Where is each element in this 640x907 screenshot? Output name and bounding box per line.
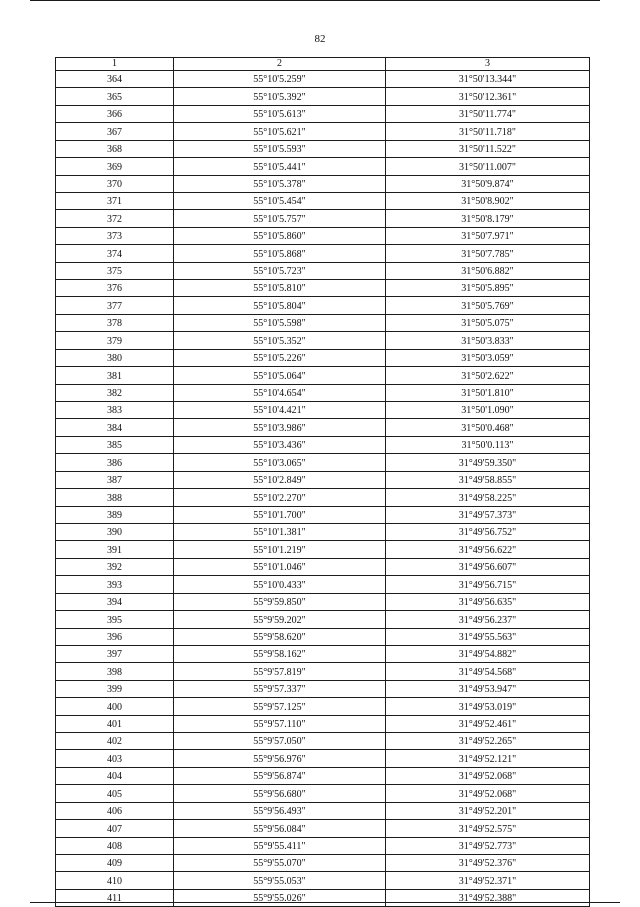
latitude-cell: 55°10'5.598" bbox=[174, 314, 386, 331]
point-number-cell: 402 bbox=[56, 733, 174, 750]
latitude-cell: 55°9'59.202" bbox=[174, 611, 386, 628]
point-number-cell: 377 bbox=[56, 297, 174, 314]
table-row bbox=[56, 419, 590, 436]
table-row bbox=[56, 245, 590, 262]
latitude-cell: 55°10'4.421" bbox=[174, 402, 386, 419]
latitude-cell: 55°10'3.065" bbox=[174, 454, 386, 471]
table-row bbox=[56, 158, 590, 175]
latitude-cell: 55°10'0.433" bbox=[174, 576, 386, 593]
longitude-cell: 31°49'58.855" bbox=[386, 471, 590, 488]
longitude-cell: 31°49'52.068" bbox=[386, 767, 590, 784]
table-row bbox=[56, 297, 590, 314]
table-row bbox=[56, 593, 590, 610]
longitude-cell: 31°50'1.810" bbox=[386, 384, 590, 401]
longitude-cell: 31°49'52.773" bbox=[386, 837, 590, 854]
latitude-cell: 55°10'5.454" bbox=[174, 192, 386, 209]
latitude-cell: 55°10'5.441" bbox=[174, 158, 386, 175]
longitude-cell: 31°50'2.622" bbox=[386, 367, 590, 384]
latitude-cell: 55°10'2.270" bbox=[174, 489, 386, 506]
point-number-cell: 407 bbox=[56, 820, 174, 837]
point-number-cell: 400 bbox=[56, 698, 174, 715]
longitude-cell: 31°49'52.068" bbox=[386, 785, 590, 802]
point-number-cell: 370 bbox=[56, 175, 174, 192]
latitude-cell: 55°10'5.723" bbox=[174, 262, 386, 279]
longitude-cell: 31°49'56.715" bbox=[386, 576, 590, 593]
point-number-cell: 367 bbox=[56, 123, 174, 140]
latitude-cell: 55°10'5.860" bbox=[174, 227, 386, 244]
latitude-cell: 55°10'1.700" bbox=[174, 506, 386, 523]
table-row bbox=[56, 123, 590, 140]
table-row bbox=[56, 576, 590, 593]
table-row bbox=[56, 489, 590, 506]
point-number-cell: 411 bbox=[56, 889, 174, 906]
table-row bbox=[56, 802, 590, 819]
table-row bbox=[56, 715, 590, 732]
point-number-cell: 405 bbox=[56, 785, 174, 802]
table-row bbox=[56, 105, 590, 122]
latitude-cell: 55°10'2.849" bbox=[174, 471, 386, 488]
table-row bbox=[56, 367, 590, 384]
table-row bbox=[56, 262, 590, 279]
table-row bbox=[56, 698, 590, 715]
point-number-cell: 386 bbox=[56, 454, 174, 471]
longitude-cell: 31°49'52.575" bbox=[386, 820, 590, 837]
latitude-cell: 55°9'55.053" bbox=[174, 872, 386, 889]
point-number-cell: 366 bbox=[56, 105, 174, 122]
point-number-cell: 374 bbox=[56, 245, 174, 262]
latitude-cell: 55°9'57.110" bbox=[174, 715, 386, 732]
table-row bbox=[56, 733, 590, 750]
point-number-cell: 408 bbox=[56, 837, 174, 854]
longitude-cell: 31°49'54.568" bbox=[386, 663, 590, 680]
point-number-cell: 404 bbox=[56, 767, 174, 784]
longitude-cell: 31°50'0.113" bbox=[386, 436, 590, 453]
latitude-cell: 55°10'5.757" bbox=[174, 210, 386, 227]
latitude-cell: 55°10'5.064" bbox=[174, 367, 386, 384]
column-header: 2 bbox=[174, 58, 386, 71]
table-row bbox=[56, 837, 590, 854]
point-number-cell: 369 bbox=[56, 158, 174, 175]
table-row bbox=[56, 436, 590, 453]
point-number-cell: 410 bbox=[56, 872, 174, 889]
longitude-cell: 31°49'56.752" bbox=[386, 523, 590, 540]
latitude-cell: 55°9'57.050" bbox=[174, 733, 386, 750]
table-row bbox=[56, 889, 590, 906]
latitude-cell: 55°10'5.593" bbox=[174, 140, 386, 157]
longitude-cell: 31°50'8.179" bbox=[386, 210, 590, 227]
latitude-cell: 55°9'56.680" bbox=[174, 785, 386, 802]
latitude-cell: 55°9'57.337" bbox=[174, 680, 386, 697]
longitude-cell: 31°50'11.007" bbox=[386, 158, 590, 175]
table-row bbox=[56, 750, 590, 767]
point-number-cell: 399 bbox=[56, 680, 174, 697]
longitude-cell: 31°49'52.121" bbox=[386, 750, 590, 767]
latitude-cell: 55°10'4.654" bbox=[174, 384, 386, 401]
latitude-cell: 55°9'56.493" bbox=[174, 802, 386, 819]
latitude-cell: 55°9'56.976" bbox=[174, 750, 386, 767]
point-number-cell: 395 bbox=[56, 611, 174, 628]
point-number-cell: 409 bbox=[56, 854, 174, 871]
longitude-cell: 31°50'3.833" bbox=[386, 332, 590, 349]
point-number-cell: 406 bbox=[56, 802, 174, 819]
table-row bbox=[56, 454, 590, 471]
latitude-cell: 55°10'5.804" bbox=[174, 297, 386, 314]
latitude-cell: 55°10'3.436" bbox=[174, 436, 386, 453]
longitude-cell: 31°50'13.344" bbox=[386, 71, 590, 88]
latitude-cell: 55°9'57.819" bbox=[174, 663, 386, 680]
point-number-cell: 383 bbox=[56, 402, 174, 419]
table-row bbox=[56, 402, 590, 419]
table-row bbox=[56, 471, 590, 488]
table-row bbox=[56, 192, 590, 209]
longitude-cell: 31°49'57.373" bbox=[386, 506, 590, 523]
longitude-cell: 31°49'55.563" bbox=[386, 628, 590, 645]
point-number-cell: 390 bbox=[56, 523, 174, 540]
table-row bbox=[56, 280, 590, 297]
longitude-cell: 31°49'56.607" bbox=[386, 558, 590, 575]
longitude-cell: 31°50'0.468" bbox=[386, 419, 590, 436]
table-row bbox=[56, 140, 590, 157]
table-row bbox=[56, 523, 590, 540]
table-row bbox=[56, 541, 590, 558]
point-number-cell: 381 bbox=[56, 367, 174, 384]
point-number-cell: 387 bbox=[56, 471, 174, 488]
latitude-cell: 55°10'5.613" bbox=[174, 105, 386, 122]
longitude-cell: 31°49'54.882" bbox=[386, 645, 590, 662]
table-row bbox=[56, 349, 590, 366]
point-number-cell: 379 bbox=[56, 332, 174, 349]
point-number-cell: 392 bbox=[56, 558, 174, 575]
table-row bbox=[56, 628, 590, 645]
point-number-cell: 403 bbox=[56, 750, 174, 767]
page-number: 82 bbox=[314, 33, 326, 45]
latitude-cell: 55°9'58.162" bbox=[174, 645, 386, 662]
table-row bbox=[56, 71, 590, 88]
latitude-cell: 55°10'5.392" bbox=[174, 88, 386, 105]
longitude-cell: 31°49'56.237" bbox=[386, 611, 590, 628]
latitude-cell: 55°9'55.411" bbox=[174, 837, 386, 854]
latitude-cell: 55°10'5.621" bbox=[174, 123, 386, 140]
table-row bbox=[56, 558, 590, 575]
column-header: 1 bbox=[56, 58, 174, 71]
point-number-cell: 384 bbox=[56, 419, 174, 436]
longitude-cell: 31°49'53.947" bbox=[386, 680, 590, 697]
coordinates-table bbox=[55, 57, 590, 907]
table-row bbox=[56, 785, 590, 802]
latitude-cell: 55°10'3.986" bbox=[174, 419, 386, 436]
latitude-cell: 55°10'1.381" bbox=[174, 523, 386, 540]
longitude-cell: 31°50'8.902" bbox=[386, 192, 590, 209]
latitude-cell: 55°10'1.046" bbox=[174, 558, 386, 575]
table-row bbox=[56, 854, 590, 871]
point-number-cell: 368 bbox=[56, 140, 174, 157]
longitude-cell: 31°49'53.019" bbox=[386, 698, 590, 715]
table-header-row bbox=[56, 58, 590, 71]
table-row bbox=[56, 88, 590, 105]
longitude-cell: 31°49'52.388" bbox=[386, 889, 590, 906]
latitude-cell: 55°9'55.070" bbox=[174, 854, 386, 871]
longitude-cell: 31°50'1.090" bbox=[386, 402, 590, 419]
longitude-cell: 31°50'11.522" bbox=[386, 140, 590, 157]
point-number-cell: 378 bbox=[56, 314, 174, 331]
point-number-cell: 385 bbox=[56, 436, 174, 453]
table-row bbox=[56, 506, 590, 523]
latitude-cell: 55°10'5.378" bbox=[174, 175, 386, 192]
longitude-cell: 31°50'11.774" bbox=[386, 105, 590, 122]
table-row bbox=[56, 384, 590, 401]
longitude-cell: 31°49'52.371" bbox=[386, 872, 590, 889]
latitude-cell: 55°10'5.810" bbox=[174, 280, 386, 297]
point-number-cell: 364 bbox=[56, 71, 174, 88]
point-number-cell: 380 bbox=[56, 349, 174, 366]
latitude-cell: 55°10'5.259" bbox=[174, 71, 386, 88]
table-row bbox=[56, 611, 590, 628]
point-number-cell: 393 bbox=[56, 576, 174, 593]
longitude-cell: 31°50'5.769" bbox=[386, 297, 590, 314]
point-number-cell: 373 bbox=[56, 227, 174, 244]
table-row bbox=[56, 332, 590, 349]
point-number-cell: 391 bbox=[56, 541, 174, 558]
table-row bbox=[56, 663, 590, 680]
latitude-cell: 55°10'5.868" bbox=[174, 245, 386, 262]
longitude-cell: 31°50'9.874" bbox=[386, 175, 590, 192]
latitude-cell: 55°9'58.620" bbox=[174, 628, 386, 645]
longitude-cell: 31°49'56.622" bbox=[386, 541, 590, 558]
table-row bbox=[56, 210, 590, 227]
longitude-cell: 31°49'52.461" bbox=[386, 715, 590, 732]
table-row bbox=[56, 314, 590, 331]
point-number-cell: 376 bbox=[56, 280, 174, 297]
latitude-cell: 55°9'55.026" bbox=[174, 889, 386, 906]
latitude-cell: 55°9'56.874" bbox=[174, 767, 386, 784]
longitude-cell: 31°50'3.059" bbox=[386, 349, 590, 366]
scan-edge-top bbox=[30, 0, 600, 1]
longitude-cell: 31°49'56.635" bbox=[386, 593, 590, 610]
point-number-cell: 394 bbox=[56, 593, 174, 610]
point-number-cell: 397 bbox=[56, 645, 174, 662]
longitude-cell: 31°50'6.882" bbox=[386, 262, 590, 279]
point-number-cell: 371 bbox=[56, 192, 174, 209]
point-number-cell: 398 bbox=[56, 663, 174, 680]
latitude-cell: 55°10'1.219" bbox=[174, 541, 386, 558]
table-row bbox=[56, 680, 590, 697]
latitude-cell: 55°10'5.226" bbox=[174, 349, 386, 366]
point-number-cell: 401 bbox=[56, 715, 174, 732]
longitude-cell: 31°49'59.350" bbox=[386, 454, 590, 471]
table-row bbox=[56, 645, 590, 662]
longitude-cell: 31°49'52.376" bbox=[386, 854, 590, 871]
latitude-cell: 55°9'59.850" bbox=[174, 593, 386, 610]
longitude-cell: 31°50'12.361" bbox=[386, 88, 590, 105]
longitude-cell: 31°49'58.225" bbox=[386, 489, 590, 506]
point-number-cell: 389 bbox=[56, 506, 174, 523]
point-number-cell: 365 bbox=[56, 88, 174, 105]
latitude-cell: 55°10'5.352" bbox=[174, 332, 386, 349]
point-number-cell: 375 bbox=[56, 262, 174, 279]
longitude-cell: 31°49'52.265" bbox=[386, 733, 590, 750]
longitude-cell: 31°50'7.971" bbox=[386, 227, 590, 244]
latitude-cell: 55°9'57.125" bbox=[174, 698, 386, 715]
table-row bbox=[56, 872, 590, 889]
table-row bbox=[56, 820, 590, 837]
longitude-cell: 31°50'5.075" bbox=[386, 314, 590, 331]
longitude-cell: 31°50'5.895" bbox=[386, 280, 590, 297]
longitude-cell: 31°49'52.201" bbox=[386, 802, 590, 819]
table-row bbox=[56, 227, 590, 244]
longitude-cell: 31°50'7.785" bbox=[386, 245, 590, 262]
point-number-cell: 388 bbox=[56, 489, 174, 506]
point-number-cell: 382 bbox=[56, 384, 174, 401]
point-number-cell: 396 bbox=[56, 628, 174, 645]
table-row bbox=[56, 767, 590, 784]
longitude-cell: 31°50'11.718" bbox=[386, 123, 590, 140]
table-row bbox=[56, 175, 590, 192]
latitude-cell: 55°9'56.084" bbox=[174, 820, 386, 837]
column-header: 3 bbox=[386, 58, 590, 71]
point-number-cell: 372 bbox=[56, 210, 174, 227]
